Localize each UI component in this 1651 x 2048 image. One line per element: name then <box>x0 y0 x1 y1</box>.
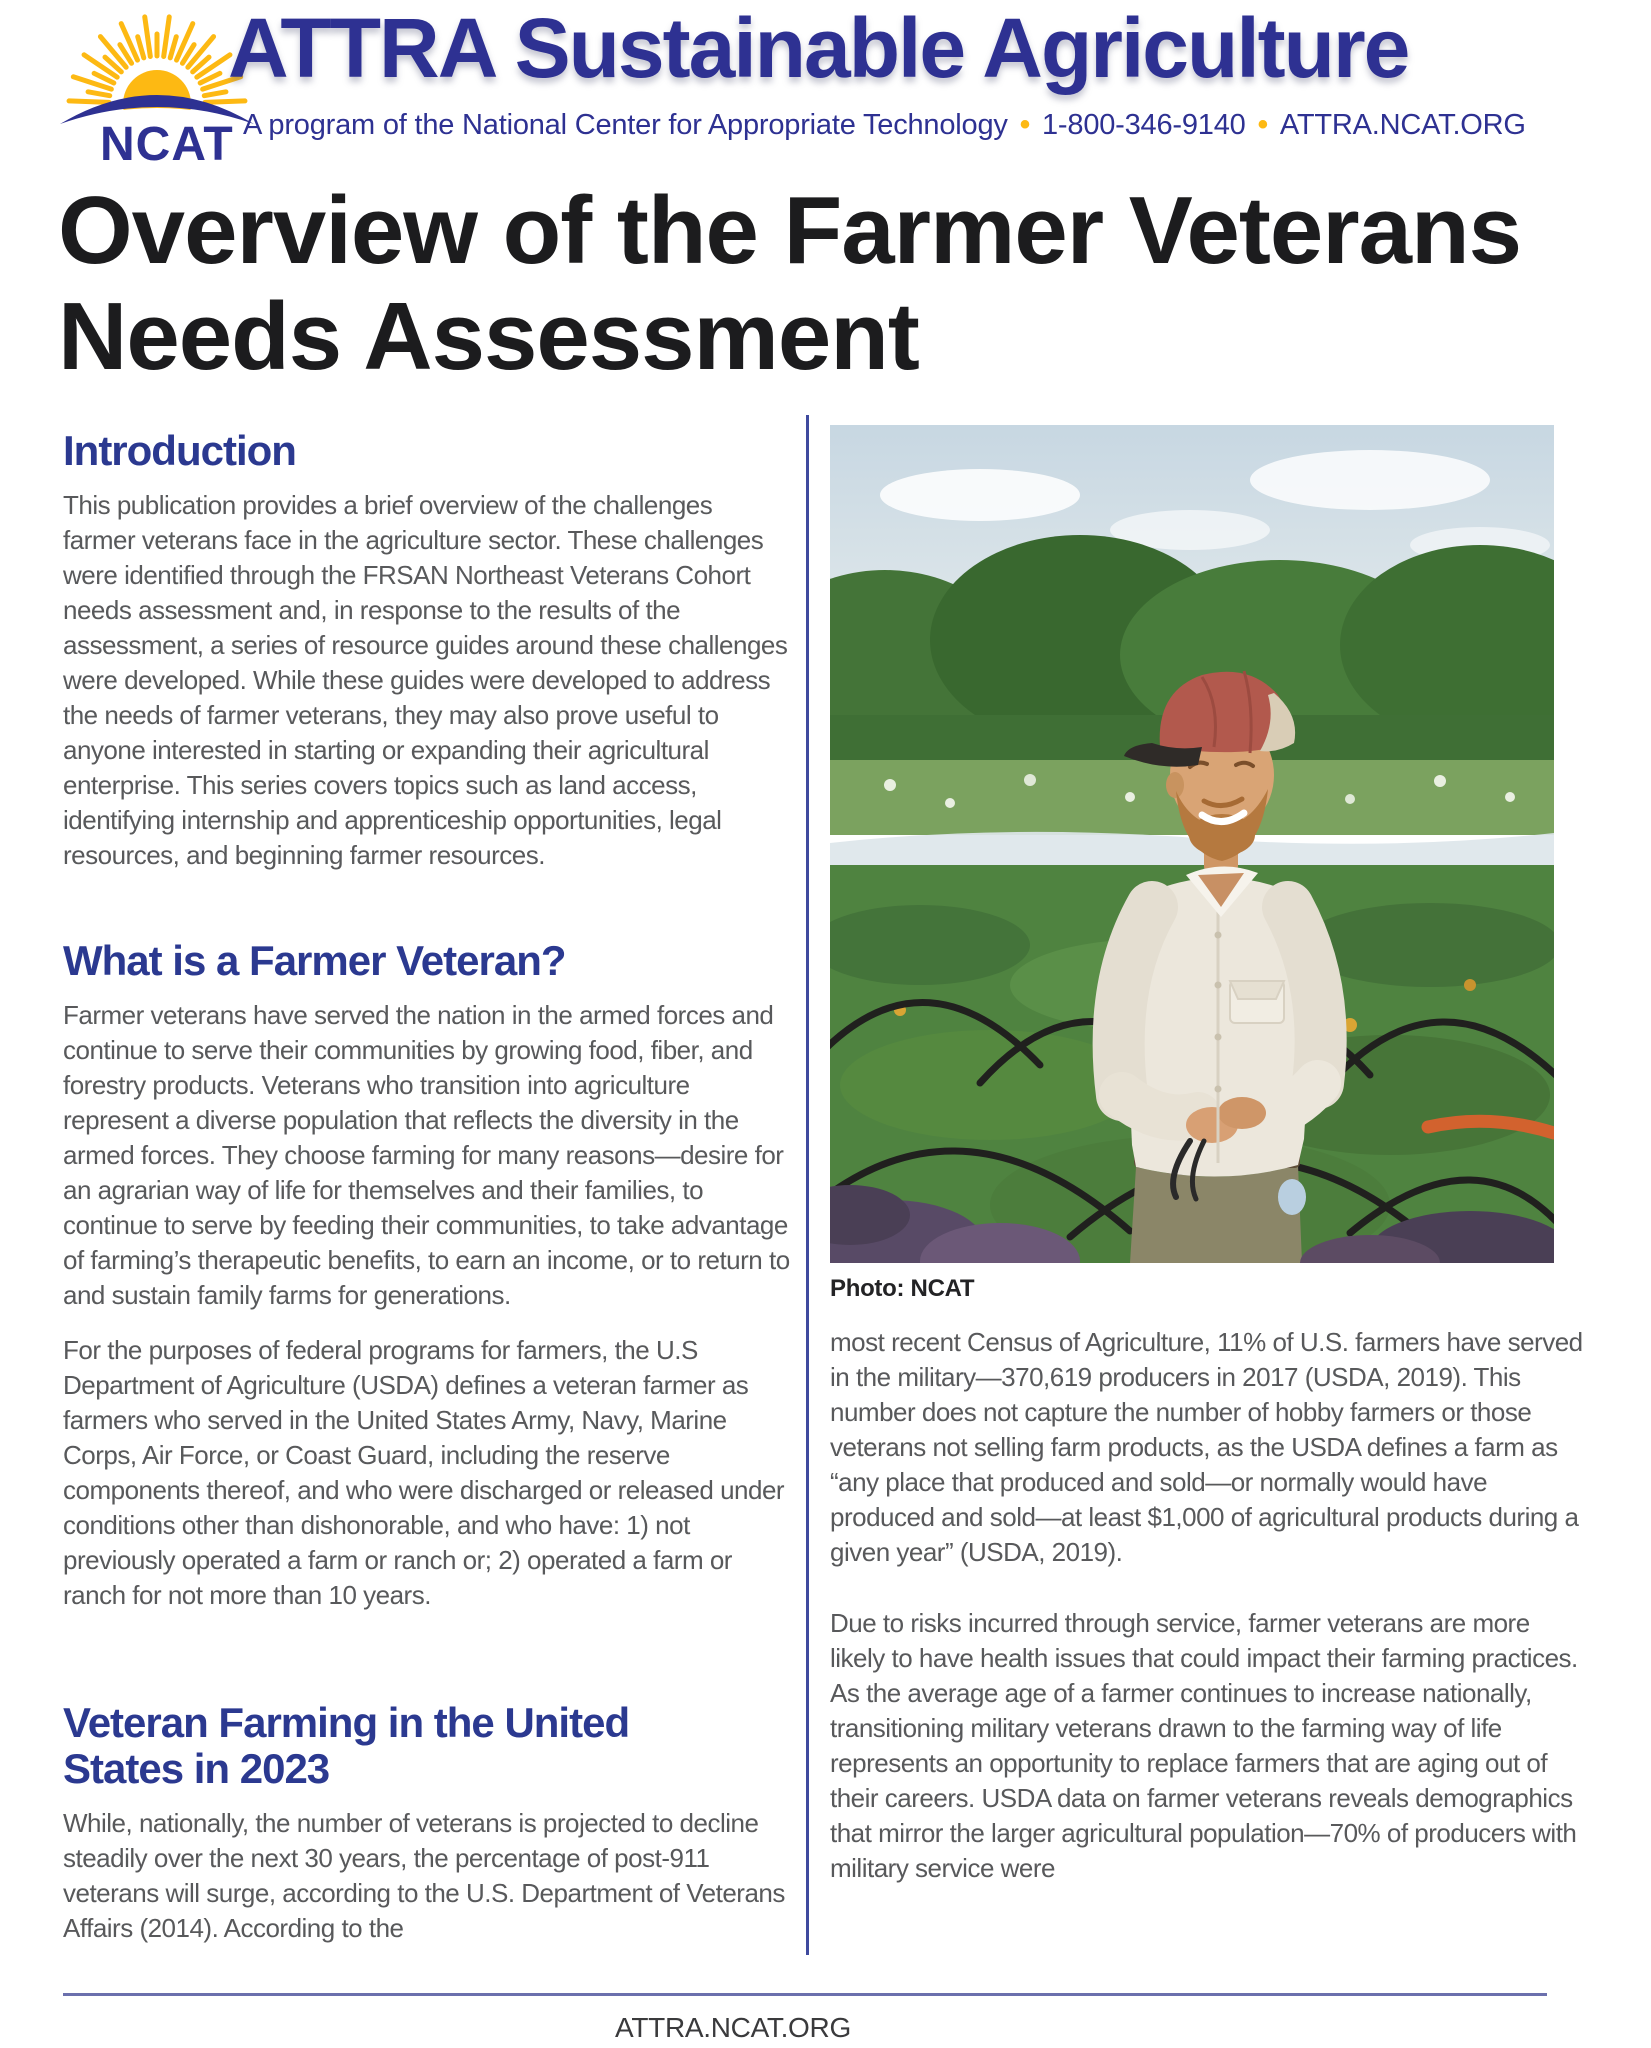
section-what-is-farmer-veteran <box>63 938 791 1613</box>
veteran-farming-paragraph: While, nationally, the number of veterans is projected to decline steadily over the next 30 years, the percentage of post-911 veterans will surge, according to the U.S. Department of Veterans Affairs (2014). According to the <box>63 1808 785 1943</box>
tagline-phone-number: 1-800-346-9140 <box>1042 109 1246 141</box>
section-introduction <box>63 428 791 873</box>
attra-masthead-title: ATTRA Sustainable Agriculture <box>228 1 1409 95</box>
bullet-separator: • <box>1257 108 1268 141</box>
bullet-separator: • <box>1019 108 1030 141</box>
tagline-program-text: A program of the National Center for Appropriate Technology <box>243 109 1008 141</box>
census-paragraph: most recent Census of Agriculture, 11% of U.S. farmers have served in the military—370,619 producers in 2017 (USDA, 2019). This number does not capture the number of hobby farmers or those veterans not selling farm products, as the USDA defines a farm as “any place that produced and sold—or normally would have produced and sold—at least $1,000 of agricultural products during a given year” (USDA, 2019). <box>830 1327 1583 1567</box>
what-is-heading: What is a Farmer Veteran? <box>63 937 566 984</box>
section-veteran-farming-2023 <box>63 1700 791 1946</box>
introduction-heading: Introduction <box>63 427 296 474</box>
risks-paragraph: Due to risks incurred through service, farmer veterans are more likely to have health issues that could impact their farming practices. As the average age of a farmer continues to increase nationally, transitioning military veterans drawn to the farming way of life represents an opportunity to replace farmers that are aging out of their careers. USDA data on farmer veterans reveals demographics that mirror the larger agricultural population—70% of producers with military service were <box>830 1608 1578 1883</box>
introduction-paragraph: This publication provides a brief overview of the challenges farmer veterans face in the agriculture sector. These challenges were identified through the FRSAN Northeast Veterans Cohort needs assessment and, in response to the results of the assessment, a series of resource guides around these challenges were developed. While these guides were developed to address the needs of farmer veterans, they may also prove useful to anyone interested in starting or expanding their agricultural enterprise. This series covers topics such as land access, identifying internship and apprenticeship opportunities, legal resources, and beginning farmer resources. <box>63 490 788 870</box>
footer-rule <box>63 1993 1547 1996</box>
veteran-farming-heading: Veteran Farming in the United States in 2023 <box>63 1699 630 1792</box>
page-title: Overview of the Farmer Veterans Needs Assessment <box>58 177 1521 390</box>
ncat-wordmark: NCAT <box>100 118 234 171</box>
masthead-tagline <box>243 108 1633 142</box>
column-divider-rule <box>806 415 809 1955</box>
tagline-url-link[interactable]: ATTRA.NCAT.ORG <box>1279 109 1526 141</box>
right-column <box>830 425 1590 1886</box>
farmer-photo <box>830 425 1554 1263</box>
photo-caption: Photo: NCAT <box>830 1275 975 1302</box>
footer-url-link[interactable]: ATTRA.NCAT.ORG <box>615 2012 851 2043</box>
what-is-paragraph-2: For the purposes of federal programs for farmers, the U.S Department of Agriculture (USDA) defines a veteran farmer as farmers who served in the United States Army, Navy, Marine Corps, Air Force, or Coast Guard, including the reserve components thereof, and who were discharged or released under conditions other than dishonorable, and who have: 1) not previously operated a farm or ranch or; 2) operated a farm or ranch for not more than 10 years. <box>63 1335 785 1610</box>
what-is-paragraph-1: Farmer veterans have served the nation in the armed forces and continue to serve their communities by growing food, fiber, and forestry products. Veterans who transition into agriculture represent a diverse population that reflects the diversity in the armed forces. They choose farming for many reasons—desire for an agrarian way of life for themselves and their families, to continue to serve by feeding their communities, to take advantage of farming’s therapeutic benefits, to earn an income, or to return to and sustain family farms for generations. <box>63 1000 790 1310</box>
